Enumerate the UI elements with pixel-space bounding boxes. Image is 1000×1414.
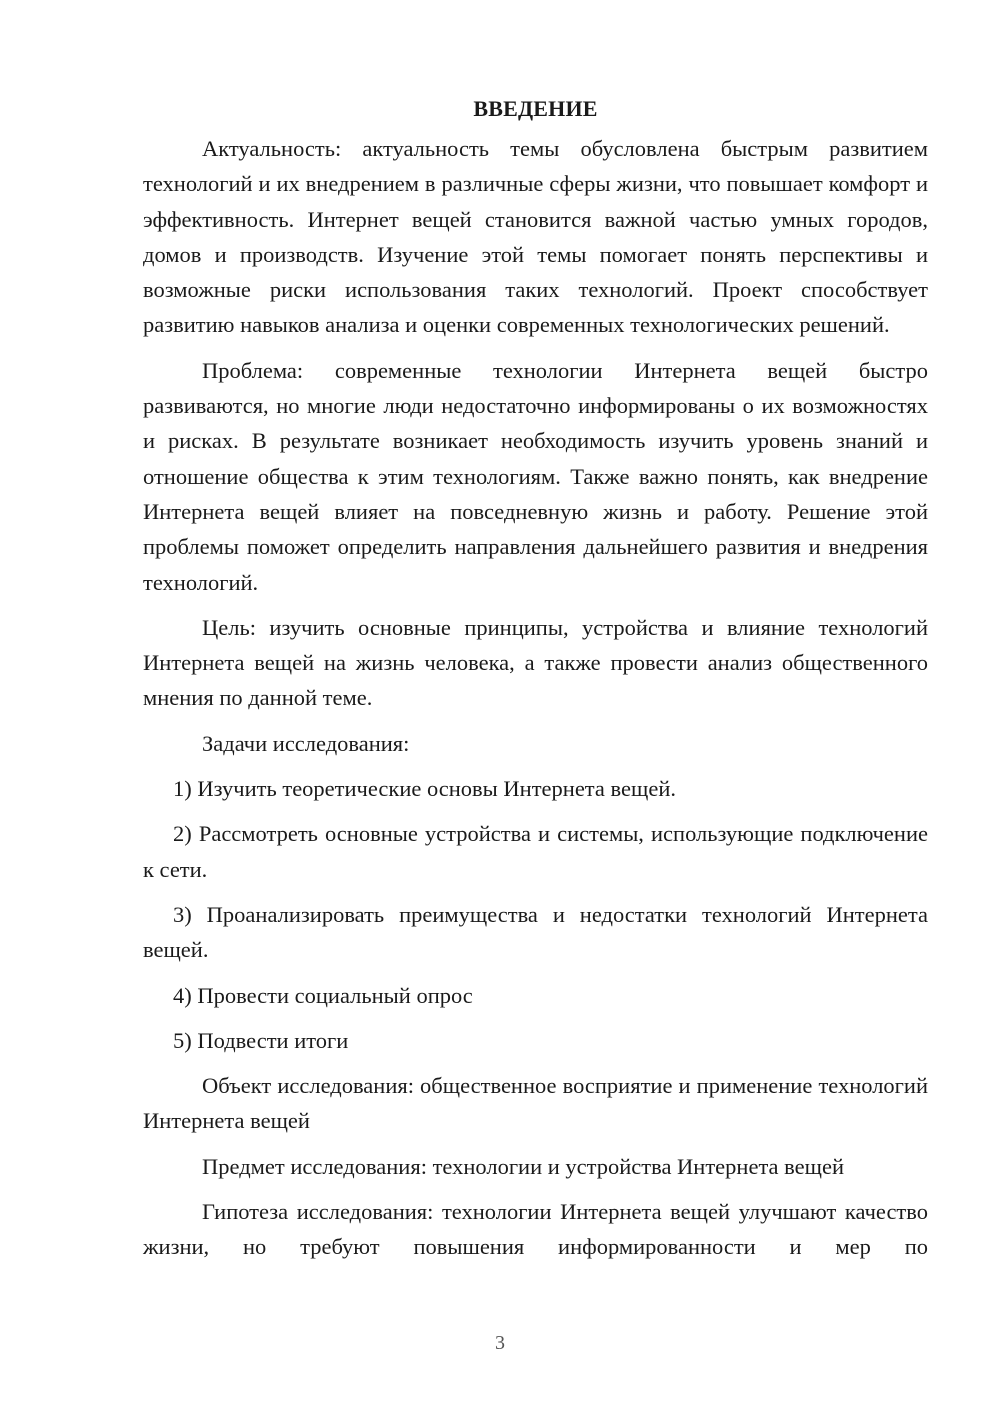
- hypothesis-paragraph: Гипотеза исследования: технологии Интернета вещей улучшают качество жизни, но требуют повышения информированности и мер по: [143, 1199, 928, 1260]
- page-number: 3: [495, 1332, 505, 1354]
- task-item: 2) Рассмотреть основные устройства и системы, использующие подключение к сети.: [143, 821, 928, 882]
- problem-paragraph: Проблема: современные технологии Интернета вещей быстро развиваются, но многие люди недостаточно информированы о их возможностях и рисках. В результате возникает необходимость изучить уровень знаний и отношение общества к этим технологиям. Также важно понять, как внедрение Интернета вещей влияет на повседневную жизнь и работу. Решение этой проблемы поможет определить направления дальнейшего развития и внедрения технологий.: [143, 357, 928, 595]
- task-item: 3) Проанализировать преимущества и недостатки технологий Интернета вещей.: [143, 901, 928, 963]
- task-item: 4) Провести социальный опрос: [173, 982, 473, 1008]
- research-subject-paragraph: Предмет исследования: технологии и устройства Интернета вещей: [202, 1153, 844, 1179]
- research-object-paragraph: Объект исследования: общественное восприятие и применение технологий Интернета вещей: [143, 1073, 928, 1134]
- goal-paragraph: Цель: изучить основные принципы, устройства и влияние технологий Интернета вещей на жизнь человека, а также провести анализ общественного мнения по данной теме.: [143, 614, 928, 711]
- tasks-heading: Задачи исследования:: [202, 730, 410, 756]
- section-heading: ВВЕДЕНИЕ: [473, 96, 598, 121]
- relevance-paragraph: Актуальность: актуальность темы обусловлена быстрым развитием технологий и их внедрением в различные сферы жизни, что повышает комфорт и эффективность. Интернет вещей становится важной частью умных городов, домов и производств. Изучение этой темы помогает понять перспективы и возможные риски использования таких технологий. Проект способствует развитию навыков анализа и оценки современных технологических решений.: [143, 136, 928, 338]
- page-content: [143, 92, 928, 1275]
- task-item: 1) Изучить теоретические основы Интернета вещей.: [173, 776, 676, 802]
- task-item: 5) Подвести итоги: [173, 1027, 349, 1053]
